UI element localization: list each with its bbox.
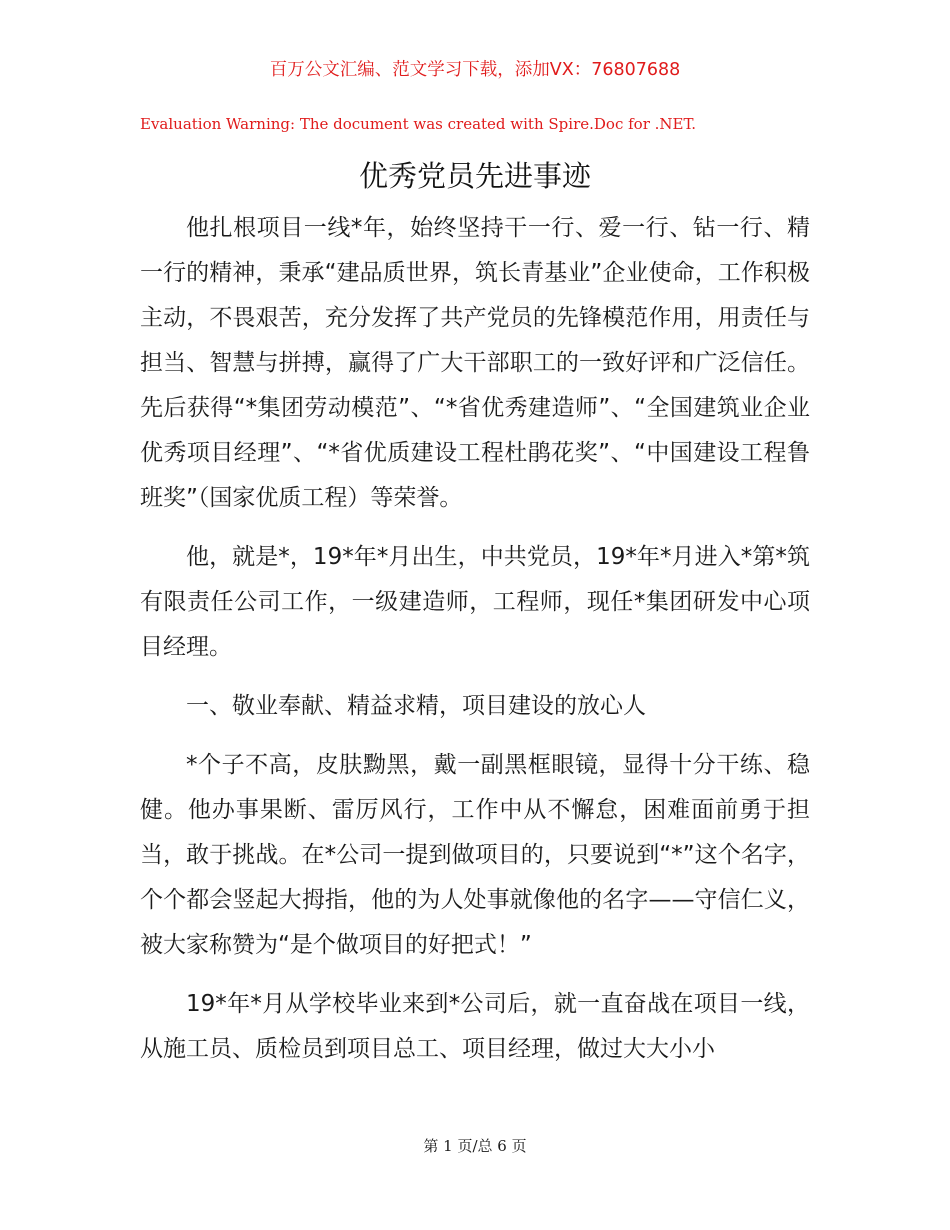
paragraph-career: 19*年*月从学校毕业来到*公司后，就一直奋战在项目一线，从施工员、质检员到项目总工、项目经理，做过大大小小 [140, 991, 810, 1062]
evaluation-warning: Evaluation Warning: The document was created with Spire.Doc for .NET. [140, 115, 697, 133]
page-indicator: 第 1 页/总 6 页 [423, 1137, 527, 1155]
promo-banner: 百万公文汇编、范文学习下载，添加VX：76807688 [269, 60, 681, 80]
paragraph-intro: 他扎根项目一线*年，始终坚持干一行、爱一行、钻一行、精一行的精神，秉承“建品质世界，筑长青基业”企业使命，工作积极主动，不畏艰苦，充分发挥了共产党员的先锋模范作用，用责任与担当、智慧与拼搏，赢得了广大干部职工的一致好评和广泛信任。先后获得“*集团劳动模范”、“*省优秀建造师”、“全国建筑业企业优秀项目经理”、“*省优质建设工程杜鹃花奖”、“中国建设工程鲁班奖”（国家优质工程）等荣誉。 [140, 215, 810, 511]
section-heading-1: 一、敬业奉献、精益求精，项目建设的放心人 [186, 693, 646, 719]
document-title: 优秀党员先进事迹 [358, 159, 591, 193]
paragraph-character: *个子不高，皮肤黝黑，戴一副黑框眼镜，显得十分干练、稳健。他办事果断、雷厉风行，工作中从不懈怠，困难面前勇于担当，敢于挑战。在*公司一提到做项目的，只要说到“*”这个名字，个个都会竖起大拇指，他的为人处事就像他的名字——守信仁义，被大家称赞为“是个做项目的好把式！” [140, 752, 810, 958]
document-body [140, 206, 810, 1072]
paragraph-profile: 他，就是*，19*年*月出生，中共党员，19*年*月进入*第*筑有限责任公司工作，一级建造师，工程师，现任*集团研发中心项目经理。 [140, 544, 810, 660]
